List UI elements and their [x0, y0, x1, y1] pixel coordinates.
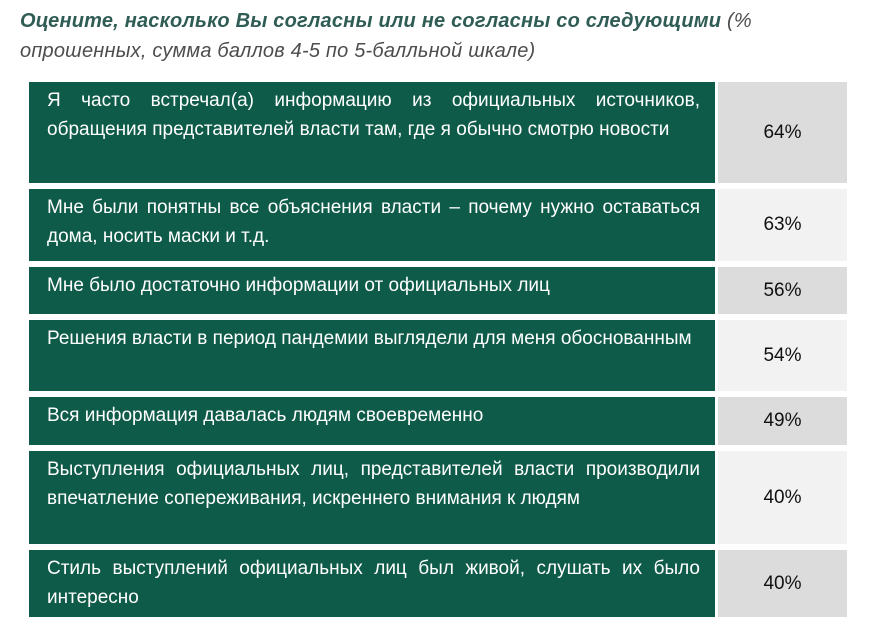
percent-cell: 56%: [718, 267, 847, 314]
percent-cell: 49%: [718, 397, 847, 445]
statement-cell: Мне были понятны все объяснения власти – почему нужно оставаться дома, носить маски и т.д.: [29, 189, 715, 261]
statement-cell: Я часто встречал(а) информацию из официальных источников, обращения представителей власти там, где я обычно смотрю новости: [29, 82, 715, 183]
table-row: [29, 189, 847, 261]
percent-cell: 54%: [718, 320, 847, 391]
statement-cell: Вся информация давалась людям своевременно: [29, 397, 715, 445]
statement-cell: Стиль выступлений официальных лиц был живой, слушать их было интересно: [29, 550, 715, 617]
percent-cell: 64%: [718, 82, 847, 183]
percent-cell: 40%: [718, 451, 847, 544]
table-row: [29, 451, 847, 544]
statement-cell: Мне было достаточно информации от официальных лиц: [29, 267, 715, 314]
title-note: (% опрошенных, сумма баллов 4-5 по 5-балльной шкале): [20, 10, 752, 62]
percent-cell: 63%: [718, 189, 847, 261]
survey-table: [29, 82, 847, 623]
statement-cell: Решения власти в период пандемии выглядели для меня обоснованным: [29, 320, 715, 391]
table-row: [29, 550, 847, 617]
percent-cell: 40%: [718, 550, 847, 617]
table-row: [29, 320, 847, 391]
title-main: Оцените, насколько Вы согласны или не согласны со следующими: [20, 10, 722, 32]
table-row: [29, 267, 847, 314]
page-title: [20, 6, 870, 66]
statement-cell: Выступления официальных лиц, представителей власти производили впечатление сопереживания, искреннего внимания к людям: [29, 451, 715, 544]
table-row: [29, 397, 847, 445]
table-row: [29, 82, 847, 183]
